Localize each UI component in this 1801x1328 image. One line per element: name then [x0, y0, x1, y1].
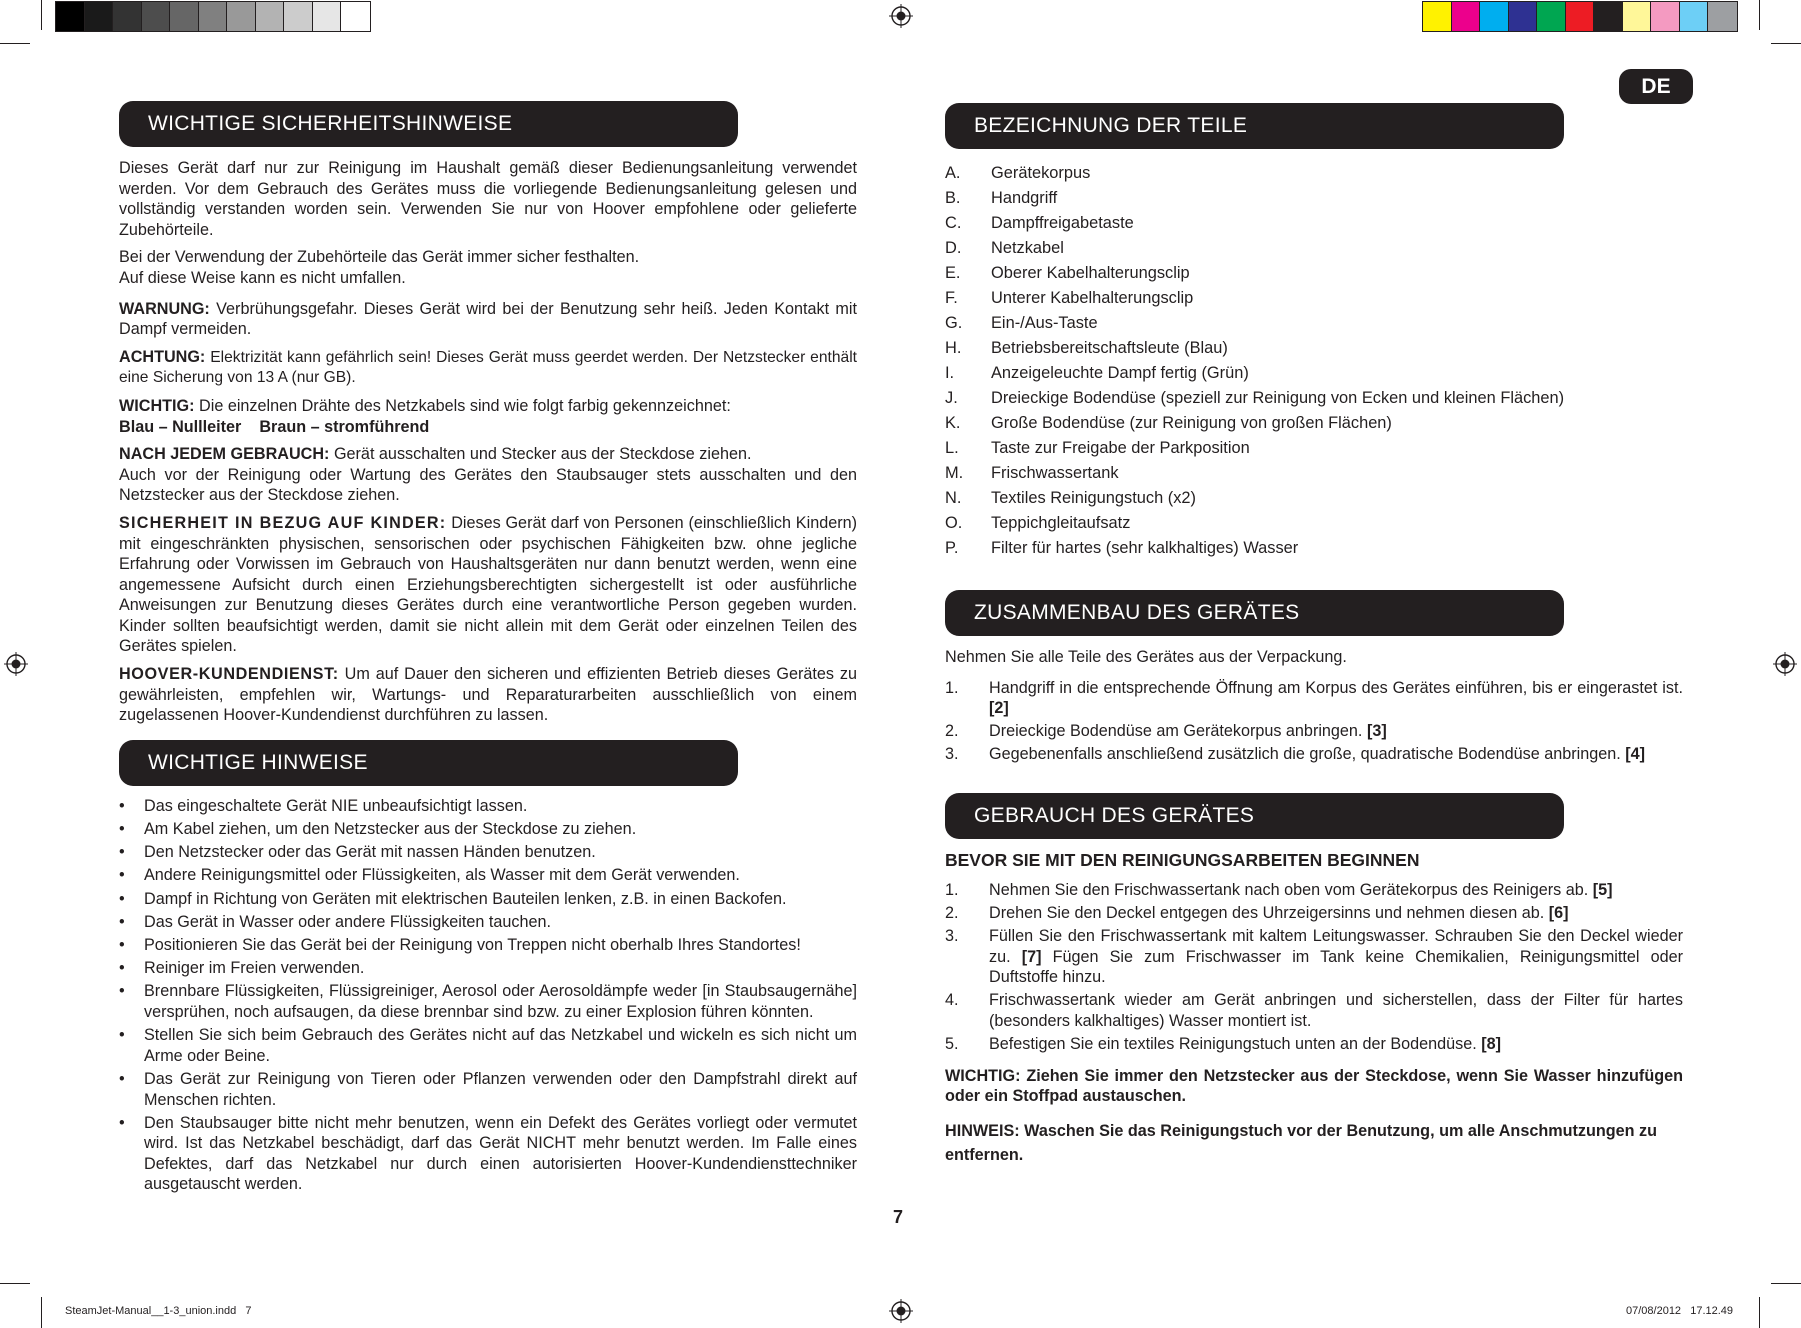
step-text: Gegebenenfalls anschließend zusätzlich die große, quadratische Bodendüse anbringen. — [989, 745, 1626, 764]
color-swatch — [1651, 2, 1680, 31]
safety-accessories-line2: Auf diese Weise kann es nicht umfallen. — [119, 268, 406, 287]
notes-list-item: • Das Gerät zur Reinigung von Tieren oder Pflanzen verwenden oder den Dampfstrahl direkt auf Menschen richten. — [119, 1069, 857, 1110]
color-swatch — [199, 2, 228, 31]
crop-mark — [41, 0, 42, 30]
step-item — [945, 880, 1683, 901]
usage-important-text: WICHTIG: Ziehen Sie immer den Netzstecker aus der Steckdose, wenn Sie Wasser hinzufügen oder ein Stoffpad austauschen. — [945, 1066, 1683, 1106]
part-key: B. — [945, 189, 961, 207]
slug-timestamp: 07/08/2012 17.12.49 — [1626, 1305, 1734, 1317]
important-label: WICHTIG: — [119, 396, 195, 415]
step-text: Drehen Sie den Deckel entgegen des Uhrzeigersinns und nehmen diesen ab. — [989, 904, 1549, 923]
part-key: I. — [945, 364, 955, 382]
part-key: P. — [945, 539, 959, 557]
step-item — [945, 926, 1683, 988]
color-swatch — [170, 2, 199, 31]
part-key: O. — [945, 514, 963, 532]
part-key: G. — [945, 314, 963, 332]
parts-list-item — [945, 236, 1683, 261]
usage-subhead: BEVOR SIE MIT DEN REINIGUNGSARBEITEN BEGINNEN — [945, 850, 1420, 871]
language-badge: DE — [1619, 69, 1693, 104]
figure-reference: [2] — [989, 699, 1009, 718]
parts-list-item — [945, 436, 1683, 461]
parts-list-item — [945, 186, 1683, 211]
part-label: Betriebsbereitschaftsleute (Blau) — [991, 339, 1228, 357]
color-swatch — [85, 2, 114, 31]
step-text: Befestigen Sie ein textiles Reinigungstuch unten an der Bodendüse. — [989, 1034, 1482, 1053]
step-text-wrap — [989, 990, 1683, 1031]
step-item — [945, 721, 1683, 742]
notes-list-item: • Stellen Sie sich beim Gebrauch des Gerätes nicht auf das Netzkabel und wickeln es sich nicht um Arme oder Beine. — [119, 1025, 857, 1066]
step-text-wrap — [989, 744, 1683, 765]
color-swatch — [1566, 2, 1595, 31]
left-column — [119, 101, 857, 1198]
parts-list-item — [945, 511, 1683, 536]
part-label: Textiles Reinigungstuch (x2) — [991, 489, 1196, 507]
section-header-assembly: ZUSAMMENBAU DES GERÄTES — [945, 590, 1564, 636]
safety-intro: Dieses Gerät darf nur zur Reinigung im Haushalt gemäß dieser Bedienungsanleitung verwendet werden. Vor dem Gebrauch des Gerätes muss die vorliegende Bedienungsanleitung gelesen und vollständig verstanden worden sein. Verwenden Sie nur von Hoover empfohlene oder gelieferte Zubehörteile. — [119, 159, 857, 239]
step-number: 1. — [945, 678, 959, 697]
assembly-steps — [945, 678, 1683, 765]
step-number: 5. — [945, 1034, 959, 1053]
color-swatch — [1594, 2, 1623, 31]
step-text-tail: Fügen Sie zum Frischwasser im Tank keine Chemikalien, Reinigungsmittel oder Duftstoffe hinzu. — [989, 947, 1683, 987]
crop-mark — [1759, 0, 1760, 30]
section-header-notes: WICHTIGE HINWEISE — [119, 740, 738, 786]
figure-reference: [3] — [1366, 722, 1387, 741]
notes-list-item: • Den Netzstecker oder das Gerät mit nassen Händen benutzen. — [119, 842, 857, 863]
registration-mark-icon — [1773, 652, 1797, 676]
registration-mark-icon — [889, 4, 913, 28]
color-swatch — [1680, 2, 1709, 31]
child-safety-text: Dieses Gerät darf von Personen (einschließlich Kindern) mit eingeschränkten physischen, sensorischen oder psychischen Fähigkeiten bzw. ohne jegliche Erfahrung oder Vorwissen im Gebrauch von Haushaltsgeräten nur dann benutzt werden, wenn eine angemessene Aufsicht durch einen Erziehungsberechtigten sichergestellt ist oder ausführliche Anweisungen zur Benutzung dieses Gerätes durch eine verantwortliche Person gegeben wurden. Kinder sollten beaufsichtigt werden, damit sie nicht allein mit dem Gerät oder einzelnen Teilen des Gerätes spielen. — [119, 513, 857, 656]
part-key: L. — [945, 439, 959, 457]
caution-label: ACHTUNG: — [119, 347, 206, 366]
step-number: 2. — [945, 904, 959, 923]
wire-colors — [119, 417, 857, 438]
color-swatch — [313, 2, 342, 31]
color-swatch — [1480, 2, 1509, 31]
caution-paragraph — [119, 347, 857, 389]
part-key: E. — [945, 264, 961, 282]
after-use-paragraph — [119, 444, 857, 465]
notes-list-item: • Dampf in Richtung von Geräten mit elektrischen Bauteilen lenken, z.B. in einen Backofen. — [119, 889, 857, 910]
part-label: Teppichgleitaufsatz — [991, 514, 1131, 532]
notes-list-item: • Das Gerät in Wasser oder andere Flüssigkeiten tauchen. — [119, 912, 857, 933]
color-swatch — [113, 2, 142, 31]
section-header-parts: BEZEICHNUNG DER TEILE — [945, 103, 1564, 149]
assembly-intro: Nehmen Sie alle Teile des Gerätes aus der Verpackung. — [945, 648, 1347, 666]
step-item — [945, 1034, 1683, 1055]
part-label: Frischwassertank — [991, 464, 1119, 482]
parts-list-item — [945, 311, 1683, 336]
part-label: Filter für hartes (sehr kalkhaltiges) Wasser — [991, 539, 1299, 557]
notes-list-item: • Das eingeschaltete Gerät NIE unbeaufsichtigt lassen. — [119, 796, 857, 817]
registration-mark-icon — [889, 1299, 913, 1323]
section-header-safety: WICHTIGE SICHERHEITSHINWEISE — [119, 101, 738, 147]
part-key: M. — [945, 464, 964, 482]
color-swatch — [341, 2, 370, 31]
warning-text: Verbrühungsgefahr. Dieses Gerät wird bei der Benutzung sehr heiß. Jeden Kontakt mit Dampf vermeiden. — [119, 299, 857, 339]
parts-list-item — [945, 211, 1683, 236]
color-swatch — [1452, 2, 1481, 31]
step-item — [945, 903, 1683, 924]
crop-mark — [1771, 1283, 1801, 1284]
part-label: Dreieckige Bodendüse (speziell zur Reinigung von Ecken und kleinen Flächen) — [991, 389, 1565, 407]
part-label: Taste zur Freigabe der Parkposition — [991, 439, 1250, 457]
part-label: Oberer Kabelhalterungsclip — [991, 264, 1190, 282]
usage-note-text: HINWEIS: Waschen Sie das Reinigungstuch vor der Benutzung, um alle Anschmutzungen zu entfernen. — [945, 1122, 1658, 1165]
step-text-wrap — [989, 721, 1683, 742]
step-text: Frischwassertank wieder am Gerät anbringen und sicherstellen, dass der Filter für hartes (besonders kalkhaltiges) Wasser montiert ist. — [989, 991, 1683, 1030]
part-key: D. — [945, 239, 962, 257]
notes-list-item: • Am Kabel ziehen, um den Netzstecker aus der Steckdose zu ziehen. — [119, 819, 857, 840]
notes-list-item: • Den Staubsauger bitte nicht mehr benutzen, wenn ein Defekt des Gerätes vorliegt oder vermutet wird. Ist das Netzkabel beschädigt, darf das Gerät NICHT mehr benutzt werden. Im Falle eines Defektes, darf das Netzkabel nur durch einen autorisierten Hoover-Kundendiensttechniker ausgetauscht werden. — [119, 1113, 857, 1195]
usage-steps — [945, 880, 1683, 1054]
notes-list-item: • Brennbare Flüssigkeiten, Flüssigreiniger, Aerosol oder Aerosoldämpfe weder [in Staubsaugernähe] versprühen, noch aufsaugen, da diese brennbar sind bzw. zu einer Explosion führen könnten. — [119, 981, 857, 1022]
step-text: Dreieckige Bodendüse am Gerätekorpus anbringen. — [989, 722, 1367, 741]
parts-list-item — [945, 361, 1683, 386]
parts-list-item — [945, 461, 1683, 486]
parts-list-item — [945, 486, 1683, 511]
step-item — [945, 990, 1683, 1031]
step-number: 4. — [945, 991, 959, 1010]
crop-mark — [41, 1297, 42, 1328]
caution-text: Elektrizität kann gefährlich sein! Dieses Gerät muss geerdet werden. Der Netzstecker enthält eine Sicherung von 13 A (nur GB). — [119, 348, 857, 387]
figure-reference: [6] — [1548, 904, 1569, 923]
parts-list — [945, 161, 1683, 561]
safety-accessories-line1: Bei der Verwendung der Zubehörteile das Gerät immer sicher festhalten. — [119, 248, 640, 267]
part-key: N. — [945, 489, 962, 507]
color-swatch — [1623, 2, 1652, 31]
child-safety-label: SICHERHEIT IN BEZUG AUF KINDER: — [119, 513, 447, 532]
after-use-text: Gerät ausschalten und Stecker aus der Steckdose ziehen. — [329, 445, 752, 464]
step-text-wrap — [989, 678, 1683, 719]
step-text-wrap — [989, 880, 1683, 901]
service-paragraph — [119, 664, 857, 726]
part-label: Anzeigeleuchte Dampf fertig (Grün) — [991, 364, 1249, 382]
color-swatch — [1423, 2, 1452, 31]
step-text: Handgriff in die entsprechende Öffnung am Korpus des Gerätes einführen, bis er eingerastet ist. — [989, 678, 1683, 697]
color-swatch-strip — [1422, 1, 1738, 32]
part-label: Große Bodendüse (zur Reinigung von großen Flächen) — [991, 414, 1392, 432]
step-text-wrap — [989, 903, 1683, 924]
service-text: Um auf Dauer den sicheren und effizienten Betrieb dieses Gerätes zu gewährleisten, empfehlen wir, Wartungs- und Reparaturarbeiten ausschließlich von einem zugelassenen Hoover-Kundendienst durchführen zu lassen. — [119, 665, 857, 725]
part-label: Unterer Kabelhalterungsclip — [991, 289, 1194, 307]
child-safety-paragraph — [119, 513, 857, 657]
figure-reference: [8] — [1481, 1034, 1502, 1053]
step-number: 3. — [945, 927, 959, 946]
step-number: 1. — [945, 881, 959, 900]
part-key: F. — [945, 289, 958, 307]
notes-list-item: • Positionieren Sie das Gerät bei der Reinigung von Treppen nicht oberhalb Ihres Standortes! — [119, 935, 857, 956]
part-label: Dampffreigabetaste — [991, 214, 1134, 232]
wire-colors-text: Blau – Nullleiter Braun – stromführend — [119, 417, 430, 436]
parts-list-item — [945, 536, 1683, 561]
color-swatch — [142, 2, 171, 31]
step-item — [945, 744, 1683, 765]
service-label: HOOVER-KUNDENDIENST: — [119, 665, 339, 684]
right-column — [945, 101, 1683, 1167]
part-label: Gerätekorpus — [991, 164, 1091, 182]
crop-mark — [0, 43, 30, 44]
part-label: Ein-/Aus-Taste — [991, 314, 1098, 332]
step-text: Nehmen Sie den Frischwassertank nach oben vom Gerätekorpus des Reinigers ab. — [989, 881, 1593, 900]
slug-filename: SteamJet-Manual__1-3_union.indd 7 — [65, 1305, 252, 1317]
parts-list-item — [945, 261, 1683, 286]
parts-list-item — [945, 286, 1683, 311]
color-swatch — [256, 2, 285, 31]
part-key: C. — [945, 214, 962, 232]
color-swatch — [1509, 2, 1538, 31]
step-item — [945, 678, 1683, 719]
color-swatch — [1708, 2, 1737, 31]
important-text: Die einzelnen Drähte des Netzkabels sind wie folgt farbig gekennzeichnet: — [194, 396, 731, 415]
parts-list-item — [945, 161, 1683, 186]
usage-important — [945, 1066, 1683, 1107]
step-text: Füllen Sie den Frischwassertank mit kaltem Leitungswasser. Schrauben Sie den Deckel wieder zu. — [989, 927, 1683, 966]
crop-mark — [1759, 1297, 1760, 1328]
step-number: 3. — [945, 745, 959, 764]
color-swatch — [56, 2, 85, 31]
after-use-paragraph-2: Auch vor der Reinigung oder Wartung des Gerätes den Staubsauger stets ausschalten und den Netzstecker aus der Steckdose ziehen. — [119, 465, 857, 505]
warning-paragraph — [119, 299, 857, 340]
part-label: Netzkabel — [991, 239, 1064, 257]
notes-list-item: • Andere Reinigungsmittel oder Flüssigkeiten, als Wasser mit dem Gerät verwenden. — [119, 865, 857, 886]
parts-list-item — [945, 336, 1683, 361]
step-text-wrap — [989, 926, 1683, 988]
crop-mark — [1771, 43, 1801, 44]
notes-list-item: • Reiniger im Freien verwenden. — [119, 958, 857, 979]
crop-mark — [0, 1283, 30, 1284]
section-header-usage: GEBRAUCH DES GERÄTES — [945, 793, 1564, 839]
step-number: 2. — [945, 722, 959, 741]
part-key: A. — [945, 164, 961, 182]
page-number: 7 — [893, 1207, 904, 1227]
notes-list — [119, 796, 857, 1195]
part-key: J. — [945, 389, 958, 407]
color-swatch — [227, 2, 256, 31]
color-swatch — [284, 2, 313, 31]
figure-reference: [5] — [1592, 881, 1613, 900]
figure-reference: [4] — [1625, 745, 1646, 764]
important-wires-paragraph — [119, 396, 857, 417]
step-text-wrap — [989, 1034, 1683, 1055]
after-use-label: NACH JEDEM GEBRAUCH: — [119, 445, 330, 464]
part-label: Handgriff — [991, 189, 1058, 207]
gray-swatch-strip — [55, 1, 371, 32]
figure-reference: [7] — [1021, 947, 1042, 966]
registration-mark-icon — [4, 652, 28, 676]
color-swatch — [1537, 2, 1566, 31]
parts-list-item — [945, 386, 1683, 411]
part-key: K. — [945, 414, 961, 432]
part-key: H. — [945, 339, 962, 357]
parts-list-item — [945, 411, 1683, 436]
warning-label: WARNUNG: — [119, 299, 210, 318]
usage-note — [945, 1119, 1683, 1167]
